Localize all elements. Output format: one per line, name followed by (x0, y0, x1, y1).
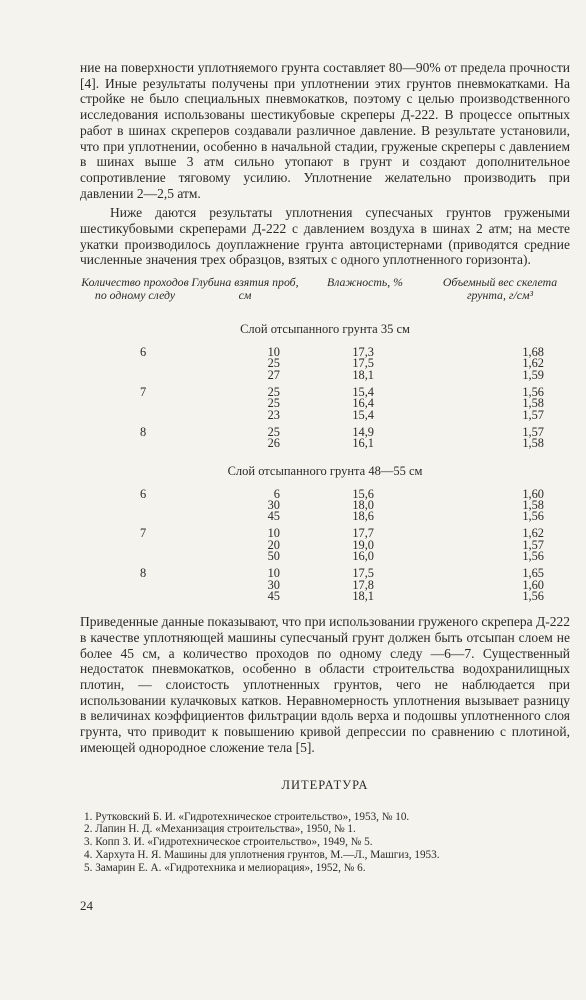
table-row (80, 497, 570, 512)
moisture-cell: 16,4 (352, 396, 374, 411)
moisture-cell: 16,0 (352, 549, 374, 563)
moisture-cell: 16,1 (352, 436, 374, 451)
depth-cell: 30 (267, 577, 280, 592)
header-moisture: Влажность, % (327, 275, 403, 290)
passes-cell (80, 551, 190, 562)
depth-cell: 45 (267, 509, 280, 524)
density-cell: 1,57 (522, 424, 544, 439)
table-row (80, 577, 570, 592)
reference-item: 2. Лапин Н. Д. «Механизация строительства», 1950, № 1. (84, 823, 356, 836)
moisture-cell: 17,3 (352, 345, 374, 360)
density-cell: 1,57 (522, 537, 544, 552)
moisture-cell: 15,4 (352, 385, 374, 400)
section-title-35: Слой отсыпанного грунта 35 см (240, 322, 410, 337)
density-cell: 1,56 (522, 385, 544, 400)
table-row (80, 588, 570, 603)
reference-item: 1. Рутковский Б. И. «Гидротехническое строительство», 1953, № 10. (84, 810, 410, 823)
table-row (80, 424, 570, 439)
page-number: 24 (80, 898, 93, 913)
density-cell: 1,58 (522, 436, 544, 451)
passes-cell: 7 (140, 526, 147, 541)
section-35-rows (80, 347, 570, 449)
depth-cell: 25 (267, 385, 280, 400)
reference-item: 3. Копп З. И. «Гидротехническое строительство», 1949, № 5. (84, 836, 373, 849)
moisture-cell: 17,5 (352, 356, 374, 371)
density-cell: 1,56 (522, 588, 544, 603)
passes-cell: 6 (140, 486, 147, 501)
depth-cell: 10 (267, 566, 280, 581)
table-row (80, 551, 570, 562)
reference-item: 4. Хархута Н. Я. Машины для уплотнения грунтов, М.—Л., Машгиз, 1953. (84, 848, 440, 861)
depth-cell: 10 (267, 345, 280, 360)
moisture-cell: 17,5 (352, 566, 374, 581)
table-row (80, 347, 570, 358)
moisture-cell: 15,4 (352, 407, 374, 422)
moisture-cell: 18,6 (352, 509, 374, 524)
moisture-cell: 18,0 (352, 497, 374, 512)
depth-cell: 50 (267, 549, 280, 563)
density-cell: 1,62 (522, 356, 544, 371)
density-cell: 1,60 (522, 486, 544, 501)
depth-cell: 6 (273, 486, 280, 501)
table-row (80, 511, 570, 522)
passes-cell (80, 358, 190, 369)
passes-cell: 8 (140, 566, 147, 581)
passes-cell (80, 370, 190, 381)
density-cell: 1,56 (522, 509, 544, 524)
table-row (80, 486, 570, 501)
density-cell: 1,62 (522, 526, 544, 541)
table-row (80, 387, 570, 398)
density-cell: 1,56 (522, 549, 544, 563)
density-cell: 1,68 (522, 345, 544, 360)
table-row (80, 367, 570, 382)
reference-item: 5. Замарин Е. А. «Гидротехника и мелиорация», 1952, № 6. (84, 861, 366, 874)
depth-cell: 25 (267, 424, 280, 439)
table-header (80, 276, 570, 302)
density-cell: 1,58 (522, 497, 544, 512)
passes-cell: 7 (140, 385, 147, 400)
passes-cell (80, 410, 190, 421)
passes-cell: 8 (140, 424, 147, 439)
density-cell: 1,65 (522, 566, 544, 581)
table-row (80, 358, 570, 369)
moisture-cell: 15,6 (352, 486, 374, 501)
moisture-cell: 17,7 (352, 526, 374, 541)
section-title-48-55: Слой отсыпанного грунта 48—55 см (227, 463, 423, 478)
literature-list (80, 811, 570, 875)
passes-cell (80, 500, 190, 511)
paragraph-1: ние на поверхности уплотняемого грунта составляет 80—90% от предела прочности [4]. Иные результаты получены при уплотнении этих грунтов пневмокатками. На стройке не было специальных пневмокатков, поэтому с целью производственного исследования использованы шестикубовые скреперы Д-222. В процессе опытных работ в шинах скреперов создавали различное давление. В результате установили, что при уплотнении, особенно в начальной стадии, груженые скреперы с давлением в шинах выше 3 атм сильно утопают в грунт и создают дополнительное сопротивление тяговому усилию. Уплотнение желательно производить при давлении 2—2,5 атм. (80, 60, 570, 201)
header-depth: Глубина взятия проб, см (191, 275, 299, 303)
density-cell: 1,58 (522, 396, 544, 411)
depth-cell: 25 (267, 396, 280, 411)
table-row (80, 438, 570, 449)
passes-cell (80, 438, 190, 449)
passes-cell: 6 (140, 345, 147, 360)
table-row (80, 528, 570, 539)
document-page (80, 60, 570, 875)
table-row (80, 537, 570, 552)
header-density: Объемный вес скелета грунта, г/см³ (442, 275, 558, 303)
depth-cell: 10 (267, 526, 280, 541)
depth-cell: 27 (267, 367, 280, 382)
paragraph-2: Ниже даются результаты уплотнения супесчаных грунтов гружеными шестикубовыми скреперами Д-222 с давлением воздуха в шинах 2 атм; на месте укатки производилось доуплажнение грунта автоцистернами (приводятся средние численные значения трех образцов, взятых с одного уплотненного горизонта). (80, 205, 570, 268)
depth-cell: 45 (267, 588, 280, 603)
moisture-cell: 17,8 (352, 577, 374, 592)
passes-cell (80, 398, 190, 409)
depth-cell: 30 (267, 497, 280, 512)
table-row (80, 568, 570, 579)
paragraph-3: Приведенные данные показывают, что при использовании груженого скрепера Д-222 в качестве уплотняющей машины супесчаный грунт должен быть отсыпан слоем не более 45 см, а количество проходов по одному следу —6—7. Существенный недостаток пневмокатков, особенно в области строительства водохранилищных плотин, — слоистость уплотненных грунтов, чего не наблюдается при использовании кулачковых катков. Неравномерность уплотнения вызывает разницу в величинах коэффициентов фильтрации вдоль верха и подошвы уплотненного слоя грунта, что приводит к повышению кривой депрессии по сравнению с плотиной, имеющей однородное сложение тела [5]. (80, 614, 570, 755)
passes-cell (80, 540, 190, 551)
moisture-cell: 14,9 (352, 424, 374, 439)
depth-cell: 26 (267, 436, 280, 451)
passes-cell (80, 591, 190, 602)
results-table (80, 276, 570, 602)
moisture-cell: 18,1 (352, 367, 374, 382)
table-row (80, 407, 570, 422)
passes-cell (80, 580, 190, 591)
depth-cell: 20 (267, 537, 280, 552)
header-passes: Количество проходов по одному следу (81, 275, 189, 303)
depth-cell: 23 (267, 407, 280, 422)
density-cell: 1,59 (522, 367, 544, 382)
depth-cell: 25 (267, 356, 280, 371)
density-cell: 1,57 (522, 407, 544, 422)
moisture-cell: 18,1 (352, 588, 374, 603)
moisture-cell: 19,0 (352, 537, 374, 552)
section-48-55-rows (80, 486, 570, 603)
passes-cell (80, 511, 190, 522)
table-row (80, 398, 570, 409)
density-cell: 1,60 (522, 577, 544, 592)
literature-title: ЛИТЕРАТУРА (281, 777, 369, 792)
